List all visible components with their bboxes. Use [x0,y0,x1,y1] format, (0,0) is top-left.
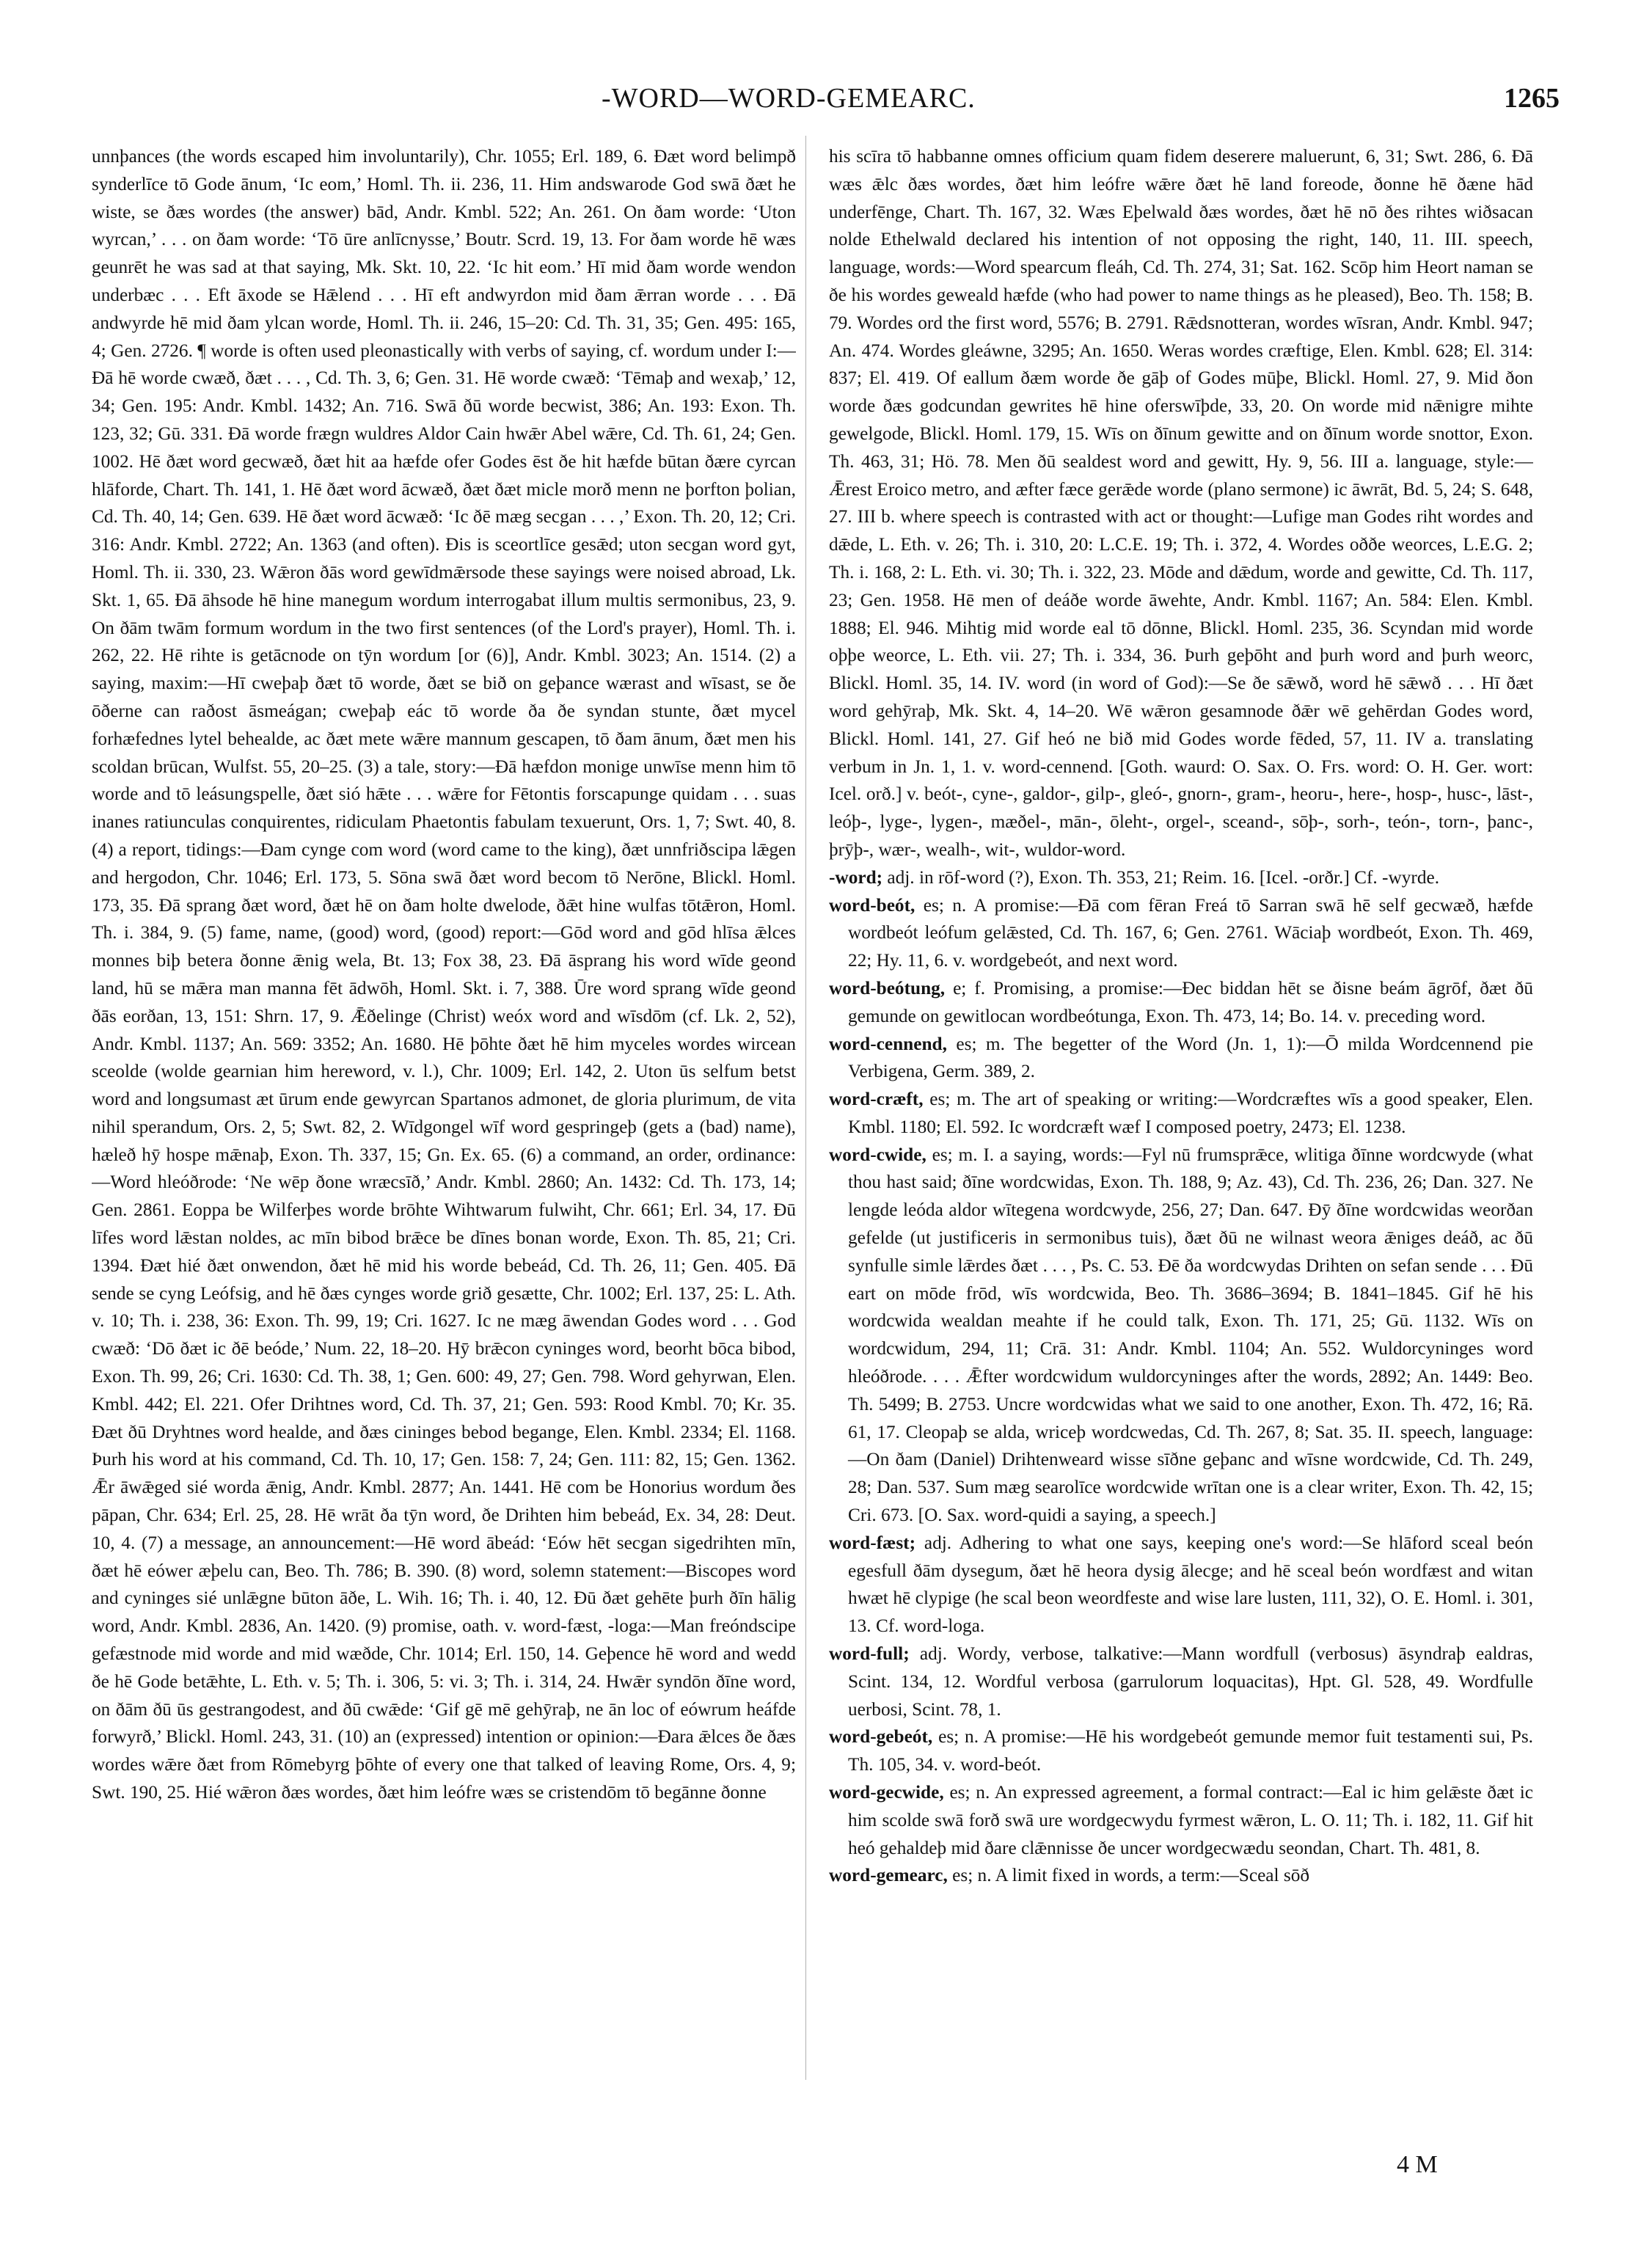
headword: word-beótung, [829,977,946,998]
headword: word-fæst; [829,1532,916,1553]
dictionary-entry [829,1530,1533,1640]
dictionary-entry [829,1723,1533,1779]
dictionary-entry [829,1086,1533,1142]
entry-body: adj. Wordy, verbose, talkative:—Mann wordfull (verbosus) āsyndraþ ealdras, Scint. 134, 12. Wordful verbosa (garrulorum loquacitas), Hpt. Gl. 528, 49. Wordfulle uerbosi, Scint. 78, 1. [848,1643,1533,1720]
left-column [92,143,796,2087]
entry-body: es; n. A promise:—Hē his wordgebeót gemunde memor fuit testamenti sui, Ps. Th. 105, 34. v. word-beót. [848,1726,1533,1775]
page-number: 1265 [1504,83,1560,114]
headword: word-cennend, [829,1033,947,1054]
dictionary-entry [829,975,1533,1031]
headword: word-beót, [829,894,915,916]
entry-body: es; n. A promise:—Ðā com fēran Freá tō Sarran swā hē self gecwæð, hæfde wordbeót leófum gelǣsted, Cd. Th. 167, 6; Gen. 2761. Wāciaþ wordbeót, Exon. Th. 469, 22; Hy. 11, 6. v. wordgebeót, and next word. [848,894,1533,971]
entry-body: es; m. The art of speaking or writing:—Wordcræftes wīs a good speaker, Elen. Kmbl. 1180; El. 592. Ic wordcræft wæf I composed poetry, 2473; El. 1238. [848,1089,1533,1137]
headword: word-cræft, [829,1089,924,1110]
headword: word-gecwide, [829,1782,944,1803]
headword: -word; [829,866,883,888]
headword: word-full; [829,1643,910,1665]
dictionary-entry [829,1862,1533,1890]
page-header [0,82,1652,134]
entry-body: e; f. Promising, a promise:—Ðec biddan hēt se ðisne beám āgrōf, ðæt ðū gemunde on gewitlocan wordbeótunga, Exon. Th. 473, 14; Bo. 14. v. preceding word. [848,977,1533,1026]
entry-body: adj. in rōf-word (?), Exon. Th. 353, 21; Reim. 16. [Icel. -orðr.] Cf. -wyrde. [887,866,1440,888]
entry-body: adj. Adhering to what one says, keeping one's word:—Se hlāford sceal beón egesfull ðām dysegum, ðæt hē heora dysig ālecge; and hē sceal beón wordfæst and witan hwæt hē clypige (he scal beon weordfeste and wise lare lusten, 111, 32), O. E. Homl. i. 301, 13. Cf. word-loga. [848,1532,1533,1637]
dictionary-entry [829,1031,1533,1087]
dictionary-entry [829,864,1533,892]
dictionary-entry [829,892,1533,975]
entry-body: es; n. An expressed agreement, a formal contract:—Eal ic him gelǣste ðæt ic him scolde swā forð swā ure wordgecwydu fyrmest wǣron, L. O. 11; Th. i. 182, 11. Gif hit heó gehaldeþ mid ðare clǣnnisse ðe uncer wordgecwædu seondan, Chart. Th. 481, 8. [848,1782,1533,1858]
column-divider [805,136,806,2080]
right-column [829,143,1533,2087]
dictionary-entry [829,1142,1533,1530]
entry-body: es; m. The begetter of the Word (Jn. 1, 1):—Ō milda Wordcennend pie Verbigena, Germ. 389, 2. [848,1033,1533,1082]
dictionary-entry [829,1779,1533,1862]
continued-entry-text: his scīra tō habbanne omnes officium quam fidem deserere maluerunt, 6, 31; Swt. 286, 6. Ðā wæs ǣlc ðæs wordes, ðæt him leófre wǣre ðæt hē land foreode, ðonne hē ðæne hād underfēnge, Chart. Th. 167, 32. Wæs Eþelwald ðæs wordes, ðæt hē nō ðes rihtes wiðsacan nolde Ethelwald declared his intention of not opposing the right, 140, 11. III. speech, language, words:—Word spearcum fleáh, Cd. Th. 274, 31; Sat. 162. Scōp him Heort naman se ðe his wordes geweald hæfde (who had power to name things as he pleased), Beo. Th. 158; B. 79. Wordes ord the first word, 5576; B. 2791. Rǣdsnotteran, wordes wīsran, Andr. Kmbl. 947; An. 474. Wordes gleáwne, 3295; An. 1650. Weras wordes cræftige, Elen. Kmbl. 628; El. 314: 837; El. 419. Of eallum ðæm worde ðe gāþ of Godes mūþe, Blickl. Homl. 27, 9. Mid ðon worde ðæs godcundan gewrites hē hine oferswīþde, 33, 20. On worde mid nǣnigre mihte gewelgode, Blickl. Homl. 179, 15. Wīs on ðīnum gewitte and on ðīnum worde snottor, Exon. Th. 463, 31; Hö. 78. Men ðū sealdest word and gewitt, Hy. 9, 56. III a. language, style:—Ǣrest Eroico metro, and æfter fæce gerǣde worde (plano sermone) ic āwrāt, Bd. 5, 24; S. 648, 27. III b. where speech is contrasted with act or thought:—Lufige man Godes riht wordes and dǣde, L. Eth. v. 26; Th. i. 310, 20: L.C.E. 19; Th. i. 372, 4. Wordes oððe weorces, L.E.G. 2; Th. i. 168, 2: L. Eth. vi. 30; Th. i. 322, 23. Mōde and dǣdum, worde and gewitte, Cd. Th. 117, 23; Gen. 1958. Hē men of deáðe worde āwehte, Andr. Kmbl. 1167; An. 584: Elen. Kmbl. 1888; El. 946. Mihtig mid worde eal tō dōnne, Blickl. Homl. 235, 36. Scyndan mid worde oþþe weorce, L. Eth. vii. 27; Th. i. 334, 36. Þurh geþōht and þurh word and þurh weorc, Blickl. Homl. 35, 14. IV. word (in word of God):—Se ðe sǣwð, word hē sǣwð . . . Hī ðæt word gehȳraþ, Mk. Skt. 4, 14–20. Wē wǣron gesamnode ðǣr wē gehērdan Godes word, Blickl. Homl. 141, 27. Gif heó ne bið mid Godes worde fēded, 57, 11. IV a. translating verbum in Jn. 1, 1. v. word-cennend. [Goth. waurd: O. Sax. O. Frs. word: O. H. Ger. wort: Icel. orð.] v. beót-, cyne-, galdor-, gilp-, gleó-, gnorn-, gram-, heoru-, here-, hosp-, husc-, lāst-, leóþ-, lyge-, lygen-, mæðel-, mān-, ōleht-, orgel-, sceand-, sōþ-, sorh-, teón-, torn-, þanc-, þrȳþ-, wær-, wealh-, wit-, wuldor-word. [829,146,1533,860]
entry-body: es; n. A limit fixed in words, a term:—Sceal sōð [952,1865,1310,1886]
running-head: -WORD—WORD-GEMEARC. [602,83,976,114]
signature-mark: 4 M [1397,2151,1438,2178]
dictionary-entry [829,1640,1533,1723]
headword: word-gebeót, [829,1726,933,1748]
entry-body: es; m. I. a saying, words:—Fyl nū frumsprǣce, wlitiga ðīnne wordcwyde (what thou hast said; ðīne wordcwidas, Exon. Th. 188, 9; Az. 43), Cd. Th. 236, 26; Dan. 327. Ne lengde leóda aldor wītegena wordcwyde, 256, 27; Dan. 647. Ðȳ ðīne wordcwidas weorðan gefelde (ut justificeris in sermonibus tuis), ðæt ðū ne wilnast weora ǣniges deáð, ac ðū synfulle simle lǣrdes ðæt . . . , Ps. C. 53. Ðē ða wordcwydas Drihten on sefan sende . . . Ðū eart on mōde frōd, wīs wordcwida, Beo. Th. 3686–3694; B. 1841–1845. Gif hē his wordcwida wealdan meahte if he could talk, Exon. Th. 171, 25; Gū. 1132. Wīs on wordcwidum, 294, 11; Crā. 31: Andr. Kmbl. 1104; An. 552. Wuldorcyninges word hleóðrode. . . . Ǣfter wordcwidum wuldorcyninges after the words, 2892; An. 1449: Beo. Th. 5499; B. 2753. Uncre wordcwidas what we said to one another, Exon. Th. 472, 16; Rā. 61, 17. Cleopaþ se alda, wriceþ wordcwedas, Cd. Th. 267, 8; Sat. 35. II. speech, language:—On ðam (Daniel) Drihtenweard wisse sīðne geþanc and wīsne wordcwide, Cd. Th. 249, 28; Dan. 537. Sum mæg searolīce wordcwide wrītan one is a clear writer, Exon. Th. 42, 15; Cri. 673. [O. Sax. word-quidi a saying, a speech.] [848,1144,1533,1526]
headword: word-gemearc, [829,1865,948,1886]
continued-entry-text: unnþances (the words escaped him involuntarily), Chr. 1055; Erl. 189, 6. Ðæt word belimpð synderlīce tō Gode ānum, ‘Ic eom,’ Homl. Th. ii. 236, 11. Him andswarode God swā ðæt he wiste, se ðæs wordes (the answer) bād, Andr. Kmbl. 522; An. 261. On ðam worde: ‘Uton wyrcan,’ . . . on ðam worde: ‘Tō ūre anlīcnysse,’ Boutr. Scrd. 19, 13. For ðam worde hē wæs geunrēt he was sad at that saying, Mk. Skt. 10, 22. ‘Ic hit eom.’ Hī mid ðam worde wendon underbæc . . . Eft āxode se Hǣlend . . . Hī eft andwyrdon mid ðam ǣrran worde . . . Ðā andwyrde hē mid ðam ylcan worde, Homl. Th. ii. 246, 15–20: Cd. Th. 31, 35; Gen. 495: 165, 4; Gen. 2726. ¶ worde is often used pleonastically with verbs of saying, cf. wordum under I:—Ðā hē worde cwæð, ðæt . . . , Cd. Th. 3, 6; Gen. 31. Hē worde cwæð: ‘Tēmaþ and wexaþ,’ 12, 34; Gen. 195: Andr. Kmbl. 1432; An. 716. Swā ðū worde becwist, 386; An. 193: Exon. Th. 123, 32; Gū. 331. Ðā worde frægn wuldres Aldor Cain hwǣr Abel wǣre, Cd. Th. 61, 24; Gen. 1002. Hē ðæt word gecwæð, ðæt hit aa hæfde ofer Godes ēst ðe hit hæfde būtan ðære cyrcan hlāforde, Chart. Th. 141, 1. Hē ðæt word ācwæð, ðæt ðæt micle morð menn ne þorfton þolian, Cd. Th. 40, 14; Gen. 639. Hē ðæt word ācwæð: ‘Ic ðē mæg secgan . . . ,’ Exon. Th. 20, 12; Cri. 316: Andr. Kmbl. 2722; An. 1363 (and often). Ðis is sceortlīce gesǣd; uton secgan word gyt, Homl. Th. ii. 330, 23. Wǣron ðās word gewīdmǣrsode these sayings were noised abroad, Lk. Skt. 1, 65. Ðā āhsode hē hine manegum wordum interrogabat illum multis sermonibus, 23, 9. On ðām twām formum wordum in the two first sentences (of the Lord's prayer), Homl. Th. i. 262, 22. Hē rihte is getācnode on tȳn wordum [or (6)], Andr. Kmbl. 3023; An. 1514. (2) a saying, maxim:—Hī cweþaþ ðæt tō worde, ðæt se bið on geþance wærast and wīsast, se ðe ōðerne can raðost āsmeágan; cweþaþ eác tō worde ða ðe syndan stunte, ðæt mycel forhæfednes lytel behealde, ac ðæt mete wǣre mannum gescapen, tō ðam ānum, ðæt men his scoldan brūcan, Wulfst. 55, 20–25. (3) a tale, story:—Ðā hæfdon monige unwīse menn him tō worde and tō leásungspelle, ðæt sió hǣte . . . wǣre for Fētontis forscapunge quidam . . . suas inanes ratiunculas conquirentes, ridiculam Phaetontis fabulam texuerunt, Ors. 1, 7; Swt. 40, 8. (4) a report, tidings:—Ðam cynge com word (word came to the king), ðæt unnfriðscipa lǣgen and hergodon, Chr. 1046; Erl. 173, 5. Sōna swā ðæt word becom tō Nerōne, Blickl. Homl. 173, 35. Ðā sprang ðæt word, ðæt hē on ðam holte dwelode, ðǣt hine wulfas tōtǣron, Homl. Th. i. 384, 9. (5) fame, name, (good) word, (good) report:—Gōd word and gōd hlīsa ǣlces monnes biþ betera ðonne ǣnig wela, Bt. 13; Fox 38, 23. Ðā āsprang his word wīde geond land, hū se mǣra man manna fēt ādwōh, Homl. Skt. i. 7, 388. Ūre word sprang wīde geond ðās eorðan, 13, 151: Shrn. 17, 9. Ǣðelinge (Christ) weóx word and wīsdōm (cf. Lk. 2, 52), Andr. Kmbl. 1137; An. 569: 3352; An. 1680. Hē þōhte ðæt hē him myceles wordes wircean sceolde (wolde gearnian him hereword, v. l.), Chr. 1009; Erl. 142, 2. Uton ūs selfum betst word and longsumast æt ūrum ende gewyrcan Spartanos admonet, de gloria plurimum, de vita nihil sperandum, Ors. 2, 5; Swt. 82, 2. Wīdgongel wīf word gespringeþ (gets a (bad) name), hæleð hȳ hospe mǣnaþ, Exon. Th. 337, 15; Gn. Ex. 65. (6) a command, an order, ordinance:—Word hleóðrode: ‘Ne wēp ðone wræcsīð,’ Andr. Kmbl. 2860; An. 1432: Cd. Th. 173, 14; Gen. 2861. Eoppa be Wilferþes worde brōhte Wihtwarum fulwiht, Chr. 661; Erl. 34, 17. Ðū līfes word lǣstan noldes, ac mīn bibod brǣce be dīnes bonan worde, Exon. Th. 85, 21; Cri. 1394. Ðæt hié ðæt onwendon, ðæt hē mid his worde bebeád, Cd. Th. 26, 11; Gen. 405. Ðā sende se cyng Leófsig, and hē ðæs cynges worde grið gesætte, Chr. 1002; Erl. 137, 25: L. Ath. v. 10; Th. i. 238, 36: Exon. Th. 99, 19; Cri. 1627. Ic ne mæg āwendan Godes word . . . God cwæð: ‘Dō ðæt ic ðē beóde,’ Num. 22, 18–20. Hȳ brǣcon cyninges word, beorht bōca bibod, Exon. Th. 99, 26; Cri. 1630: Cd. Th. 38, 1; Gen. 600: 49, 27; Gen. 798. Word gehyrwan, Elen. Kmbl. 442; El. 221. Ofer Drihtnes word, Cd. Th. 37, 21; Gen. 593: Rood Kmbl. 70; Kr. 35. Ðæt ðū Dryhtnes word healde, and ðæs cininges bebod begange, Elen. Kmbl. 2334; El. 1168. Þurh his word at his command, Cd. Th. 10, 17; Gen. 158: 7, 24; Gen. 111: 82, 15; Gen. 1362. Ǣr āwǣged sié worda ǣnig, Andr. Kmbl. 2877; An. 1441. Hē com be Honorius wordum ðes pāpan, Chr. 634; Erl. 25, 28. Hē wrāt ða tȳn word, ðe Drihten him bebeád, Ex. 34, 28: Deut. 10, 4. (7) a message, an announcement:—Hē word ābeád: ‘Eów hēt secgan sigedrihten mīn, ðæt hē eówer æþelu can, Beo. Th. 786; B. 390. (8) word, solemn statement:—Biscopes word and cyninges sié unlǣgne būton āðe, L. Wih. 16; Th. i. 40, 12. Ðū ðæt gehēte þurh ðīn hālig word, Andr. Kmbl. 2836, An. 1420. (9) promise, oath. v. word-fæst, -loga:—Man freóndscipe gefæstnode mid worde and mid wæðde, Chr. 1014; Erl. 150, 14. Geþence hē word and wedd ðe hē Gode betǣhte, L. Eth. v. 5; Th. i. 306, 5: vi. 3; Th. i. 314, 24. Hwǣr syndōn ðīne word, on ðām ðū ūs gestrangodest, and ðū cwǣde: ‘Gif gē mē gehȳraþ, ne ān loc of eówrum heáfde forwyrð,’ Blickl. Homl. 243, 31. (10) an (expressed) intention or opinion:—Ðara ǣlces ðe ðæs wordes wǣre ðæt from Rōmebyrg þōhte of every one that talked of leaving Rome, Ors. 4, 9; Swt. 190, 25. Hié wǣron ðæs wordes, ðæt him leófre wæs se cristendōm tō begānne ðonne [92,146,796,1803]
headword: word-cwide, [829,1144,926,1165]
